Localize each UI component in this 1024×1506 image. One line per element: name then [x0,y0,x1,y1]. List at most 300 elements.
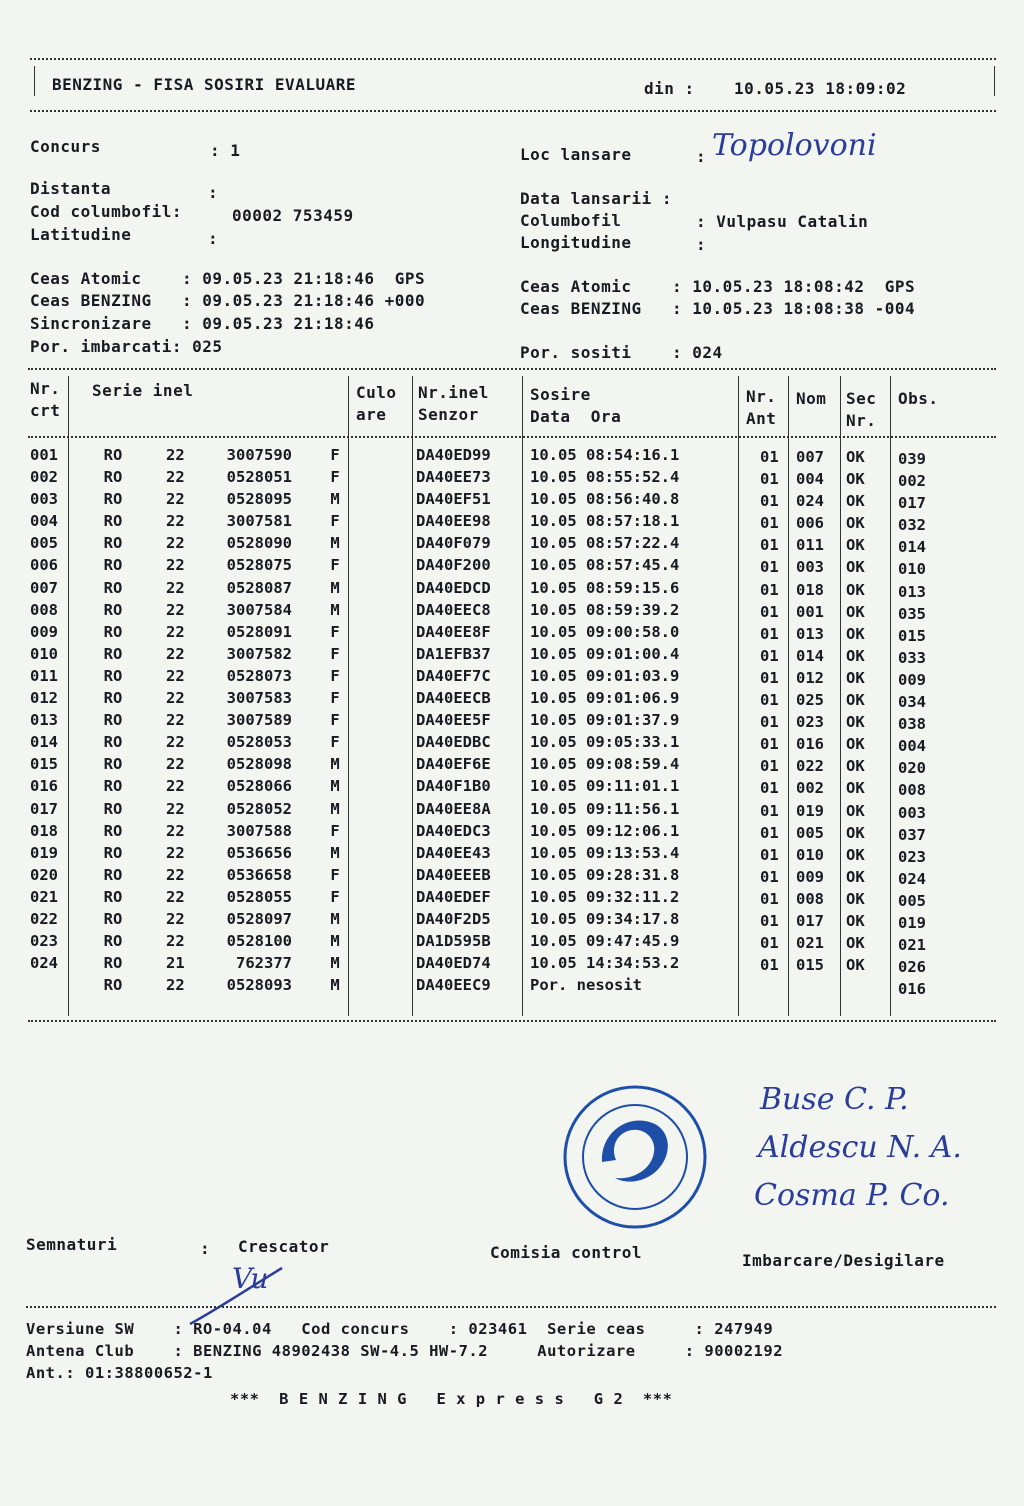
header-nr-crt-1: Nr. [30,379,61,398]
col-sep-serie [348,376,349,1016]
column-sex [326,444,344,996]
cell-sosire: 10.05 08:56:40.8 [530,490,680,509]
ceas-benzing-start: Ceas BENZING : 09.05.23 21:18:46 +000 [30,291,426,310]
cell-sec: OK [846,735,865,754]
column-nr-crt [30,444,66,996]
cell-tara: RO [103,799,123,818]
cell-obs: 014 [898,538,926,557]
cell-nom: 001 [796,602,824,621]
cell-sex: F [330,711,340,730]
cod-columbofil-value: 00002 753459 [232,206,354,225]
cell-ant: 01 [760,492,779,511]
club-stamp [560,1082,710,1232]
cell-ant: 01 [760,735,779,754]
cell-tara: RO [103,622,123,641]
cell-obs: 010 [898,560,926,579]
cell-an: 22 [166,578,185,597]
col-sep-nr [68,376,69,1016]
cell-senzor: DA40F2D5 [416,909,491,928]
cell-tara: RO [103,909,123,928]
header-data-ora: Data Ora [530,407,622,426]
table-top-border [28,368,996,370]
cell-tara: RO [103,512,123,531]
cell-sec: OK [846,845,865,864]
cell-sex: M [330,534,340,553]
footer-versiune: Versiune SW : RO-04.04 Cod concurs : 023461 Serie ceas : 247949 [26,1320,774,1338]
cell-senzor: DA40EEC8 [416,600,491,619]
cell-nom: 014 [796,646,824,665]
cell-sec: OK [846,779,865,798]
cell-ant: 01 [760,602,779,621]
cell-tara: RO [103,932,123,951]
cell-sec: OK [846,934,865,953]
cell-nom [796,976,836,998]
cell-sosire: Por. nesosit [530,976,642,995]
header-nr-crt-2: crt [30,401,61,420]
cell-tara: RO [103,556,123,575]
cell-nom: 010 [796,845,824,864]
cell-nom: 016 [796,735,824,754]
sheet-title: BENZING - FISA SOSIRI EVALUARE [52,75,356,94]
cell-senzor: DA1D595B [416,932,491,951]
cell-sosire: 10.05 09:11:56.1 [530,799,680,818]
cod-columbofil-label: Cod columbofil: [30,202,182,221]
ceas-atomic-start: Ceas Atomic : 09.05.23 21:18:46 GPS [30,269,426,288]
cell-inel: 0528087 [226,578,292,597]
cell-ant: 01 [760,470,779,489]
cell-nr: 018 [30,821,58,840]
cell-nom: 015 [796,956,824,975]
cell-nr: 003 [30,490,58,509]
cell-inel: 0528091 [226,622,292,641]
cell-sec: OK [846,801,865,820]
cell-senzor: DA40EEEB [416,865,491,884]
cell-sex: M [330,799,340,818]
cell-inel: 0528052 [226,799,292,818]
por-imbarcati: Por. imbarcati: 025 [30,337,223,356]
cell-sec: OK [846,448,865,466]
cell-obs: 024 [898,869,926,888]
cell-sex: F [330,821,340,840]
cell-sex: F [330,865,340,884]
cell-an: 22 [166,600,185,619]
cell-sosire: 10.05 09:34:17.8 [530,909,680,928]
cell-sec: OK [846,536,865,555]
columbofil-label: Columbofil [520,211,622,230]
cell-senzor: DA40ED74 [416,954,491,973]
top-frame-right [994,66,995,96]
cell-inel: 0528095 [226,490,292,509]
cell-nom: 005 [796,823,824,842]
column-nom [796,446,836,998]
cell-ant: 01 [760,845,779,864]
cell-sosire: 10.05 09:05:33.1 [530,733,680,752]
cell-an: 22 [166,932,185,951]
din-value: 10.05.23 18:09:02 [734,79,907,98]
cell-ant: 01 [760,668,779,687]
cell-senzor: DA40ED99 [416,446,491,464]
column-an [166,444,192,996]
cell-obs: 039 [898,450,926,468]
cell-nr: 005 [30,534,58,553]
loc-lansare-handwritten: Topolovoni [712,128,877,163]
cell-an: 22 [166,777,185,796]
col-sep-sec [890,376,891,1016]
col-sep-ant [788,376,789,1016]
cell-obs: 002 [898,472,926,491]
cell-sec [846,976,886,998]
cell-ant: 01 [760,536,779,555]
cell-senzor: DA40EE8F [416,622,491,641]
cell-obs: 019 [898,913,926,932]
cell-nom: 006 [796,514,824,533]
cell-inel: 3007584 [226,600,292,619]
cell-ant: 01 [760,757,779,776]
cell-an: 22 [166,843,185,862]
cell-an: 22 [166,622,185,641]
header-culoare-1: Culo [356,383,397,402]
cell-nom: 004 [796,470,824,489]
cell-nr: 001 [30,446,58,464]
signature-3: Cosma P. Co. [754,1178,950,1213]
cell-ant: 01 [760,514,779,533]
top-border [30,58,996,60]
cell-an: 22 [166,755,185,774]
semnaturi-label: Semnaturi [26,1235,118,1254]
concurs-value: : 1 [210,141,241,160]
cell-an: 22 [166,887,185,906]
cell-obs: 016 [898,980,926,999]
por-sositi: Por. sositi : 024 [520,343,723,362]
cell-sosire: 10.05 08:59:39.2 [530,600,680,619]
cell-ant: 01 [760,867,779,886]
cell-ant: 01 [760,691,779,710]
cell-sosire: 10.05 08:59:15.6 [530,578,680,597]
longitudine-value: : [696,235,707,254]
cell-nr [30,974,66,996]
signature-2: Aldescu N. A. [758,1130,962,1165]
cell-senzor: DA40EDBC [416,733,491,752]
cell-ant: 01 [760,713,779,732]
cell-ant: 01 [760,801,779,820]
cell-sosire: 10.05 09:01:03.9 [530,666,680,685]
cell-sex: F [330,666,340,685]
cell-ant [760,976,786,998]
cell-inel: 0528051 [226,468,292,487]
cell-an: 22 [166,865,185,884]
cell-nr: 015 [30,755,58,774]
cell-sosire: 10.05 09:11:01.1 [530,777,680,796]
latitudine-value: : [208,229,219,248]
cell-sex: M [330,777,340,796]
header-serie-inel: Serie inel [92,381,194,400]
cell-obs: 038 [898,715,926,734]
cell-nr: 021 [30,887,58,906]
cell-tara: RO [103,534,123,553]
cell-nom: 007 [796,448,824,466]
cell-sex: F [330,644,340,663]
cell-obs: 013 [898,582,926,601]
cell-tara: RO [103,468,123,487]
cell-tara: RO [103,887,123,906]
cell-nom: 012 [796,668,824,687]
concurs-label: Concurs [30,137,101,156]
header-nom: Nom [796,389,827,408]
cell-sosire: 10.05 09:47:45.9 [530,932,680,951]
cell-nom: 002 [796,779,824,798]
cell-tara: RO [103,689,123,708]
cell-an: 22 [166,733,185,752]
cell-obs: 009 [898,670,926,689]
loc-lansare-value: : [696,147,707,166]
cell-ant: 01 [760,956,779,975]
cell-nom: 013 [796,624,824,643]
cell-senzor: DA40EE5F [416,711,491,730]
cell-senzor: DA40EDCD [416,578,491,597]
table-header-bottom [28,436,996,438]
distanta-value: : [208,183,219,202]
cell-ant: 01 [760,580,779,599]
cell-nom: 025 [796,691,824,710]
cell-sex: M [330,909,340,928]
cell-nom: 019 [796,801,824,820]
column-sec [846,446,886,998]
ceas-benzing-end: Ceas BENZING : 10.05.23 18:08:38 -004 [520,299,916,318]
cell-tara: RO [103,666,123,685]
cell-sex: F [330,556,340,575]
cell-sosire: 10.05 09:13:53.4 [530,843,680,862]
ceas-atomic-end: Ceas Atomic : 10.05.23 18:08:42 GPS [520,277,916,296]
cell-sec: OK [846,602,865,621]
data-lansarii-label: Data lansarii : [520,189,672,208]
cell-senzor: DA40EEC9 [416,976,491,995]
cell-sec: OK [846,470,865,489]
cell-obs: 008 [898,781,926,800]
cell-inel: 0528100 [226,932,292,951]
cell-nom: 021 [796,934,824,953]
cell-tara: RO [103,446,123,464]
cell-inel: 0528093 [226,976,292,995]
cell-inel: 0528098 [226,755,292,774]
cell-sosire: 10.05 09:00:58.0 [530,622,680,641]
cell-sec: OK [846,956,865,975]
column-senzor [416,444,522,996]
cell-tara: RO [103,954,123,973]
cell-nr: 016 [30,777,58,796]
cell-sec: OK [846,691,865,710]
cell-sex: F [330,622,340,641]
cell-sec: OK [846,713,865,732]
header-nr-inel-1: Nr.inel [418,383,489,402]
cell-sex: F [330,468,340,487]
cell-nr: 006 [30,556,58,575]
cell-nr: 010 [30,644,58,663]
cell-nom: 011 [796,536,824,555]
cell-ant: 01 [760,779,779,798]
col-sep-culoare [412,376,413,1016]
signature-1: Buse C. P. [760,1082,909,1117]
cell-inel: 3007582 [226,644,292,663]
comisia-control-label: Comisia control [490,1243,642,1262]
sincronizare: Sincronizare : 09.05.23 21:18:46 [30,314,375,333]
cell-sex: M [330,490,340,509]
cell-nr: 022 [30,909,58,928]
cell-senzor: DA40EF51 [416,490,491,509]
cell-tara: RO [103,843,123,862]
cell-sosire: 10.05 08:57:18.1 [530,512,680,531]
cell-nr: 024 [30,954,58,973]
cell-ant: 01 [760,823,779,842]
cell-nom: 022 [796,757,824,776]
cell-tara: RO [103,644,123,663]
footer-top-border [26,1306,996,1308]
cell-nom: 023 [796,713,824,732]
cell-obs: 017 [898,494,926,513]
footer-antena: Antena Club : BENZING 48902438 SW-4.5 HW-7.2 Autorizare : 90002192 [26,1342,784,1360]
cell-senzor: DA40EE43 [416,843,491,862]
footer-ant: Ant.: 01:38800652-1 [26,1364,213,1382]
cell-sex: F [330,512,340,531]
cell-an: 21 [166,954,185,973]
din-label: din : [644,79,695,98]
cell-inel: 3007589 [226,711,292,730]
cell-senzor: DA40EECB [416,689,491,708]
cell-nr: 023 [30,932,58,951]
header-sec-1: Sec [846,389,877,408]
cell-senzor: DA40F1B0 [416,777,491,796]
col-sep-sosire [738,376,739,1016]
cell-senzor: DA40EDC3 [416,821,491,840]
cell-sex: F [330,887,340,906]
cell-nom: 008 [796,889,824,908]
header-sec-2: Nr. [846,411,877,430]
cell-an: 22 [166,468,185,487]
cell-nr: 013 [30,711,58,730]
cell-sec: OK [846,911,865,930]
cell-nr: 009 [30,622,58,641]
longitudine-label: Longitudine [520,233,632,252]
cell-inel: 3007588 [226,821,292,840]
cell-ant: 01 [760,911,779,930]
cell-ant: 01 [760,934,779,953]
semnaturi-colon: : [200,1239,211,1258]
cell-obs: 032 [898,516,926,535]
cell-an: 22 [166,490,185,509]
cell-nr: 004 [30,512,58,531]
cell-sec: OK [846,757,865,776]
cell-obs: 015 [898,626,926,645]
imbarcare-desigilare-label: Imbarcare/Desigilare [742,1251,945,1270]
top-frame-left [34,66,35,96]
cell-obs: 034 [898,693,926,712]
cell-nom: 017 [796,911,824,930]
cell-sex: M [330,600,340,619]
cell-sex: M [330,843,340,862]
cell-an: 22 [166,534,185,553]
cell-sosire: 10.05 09:32:11.2 [530,887,680,906]
cell-an: 22 [166,909,185,928]
cell-sex: F [330,689,340,708]
cell-nr: 014 [30,733,58,752]
cell-sec: OK [846,580,865,599]
columbofil-value: : Vulpasu Catalin [696,212,869,231]
column-tara [98,444,128,996]
cell-senzor: DA40F079 [416,534,491,553]
cell-sosire: 10.05 09:01:00.4 [530,644,680,663]
cell-obs: 026 [898,958,926,977]
cell-an: 22 [166,644,185,663]
cell-sec: OK [846,889,865,908]
cell-tara: RO [103,733,123,752]
cell-inel: 0528090 [226,534,292,553]
cell-sosire: 10.05 09:12:06.1 [530,821,680,840]
cell-sex: M [330,976,340,995]
cell-senzor: DA40EE8A [416,799,491,818]
cell-sec: OK [846,823,865,842]
cell-sec: OK [846,514,865,533]
cell-sex: M [330,755,340,774]
cell-senzor: DA40EE73 [416,468,491,487]
cell-inel: 3007590 [226,446,292,464]
cell-nr: 017 [30,799,58,818]
cell-nom: 003 [796,558,824,577]
cell-sosire: 10.05 08:55:52.4 [530,468,680,487]
col-sep-nom [840,376,841,1016]
cell-an: 22 [166,666,185,685]
cell-an: 22 [166,689,185,708]
column-inel [200,444,292,996]
cell-inel: 0528066 [226,777,292,796]
cell-sosire: 10.05 08:57:45.4 [530,556,680,575]
cell-inel: 3007583 [226,689,292,708]
cell-tara: RO [103,578,123,597]
header-culoare-2: are [356,405,387,424]
cell-ant: 01 [760,558,779,577]
cell-inel: 0528097 [226,909,292,928]
cell-an: 22 [166,556,185,575]
header-nr-ant-1: Nr. [746,387,777,406]
cell-sec: OK [846,492,865,511]
cell-tara: RO [103,865,123,884]
cell-sosire: 10.05 08:57:22.4 [530,534,680,553]
cell-ant: 01 [760,646,779,665]
cell-obs: 035 [898,604,926,623]
cell-inel: 3007581 [226,512,292,531]
cell-sosire: 10.05 08:54:16.1 [530,446,680,464]
cell-tara: RO [103,976,123,995]
footer-brand: *** B E N Z I N G E x p r e s s G 2 *** [230,1390,673,1408]
header-nr-ant-2: Ant [746,409,777,428]
cell-obs: 023 [898,847,926,866]
cell-sec: OK [846,668,865,687]
cell-sec: OK [846,558,865,577]
cell-inel: 0528075 [226,556,292,575]
cell-an: 22 [166,446,185,464]
signature-crescator: Vu [232,1262,269,1295]
cell-senzor: DA1EFB37 [416,644,491,663]
column-sosire [530,444,736,996]
cell-sosire: 10.05 09:28:31.8 [530,865,680,884]
cell-tara: RO [103,821,123,840]
cell-tara: RO [103,777,123,796]
cell-an: 22 [166,976,185,995]
cell-obs: 004 [898,737,926,756]
cell-inel: 0536656 [226,843,292,862]
cell-nom: 018 [796,580,824,599]
cell-obs: 033 [898,648,926,667]
cell-an: 22 [166,799,185,818]
cell-inel: 762377 [236,954,292,973]
